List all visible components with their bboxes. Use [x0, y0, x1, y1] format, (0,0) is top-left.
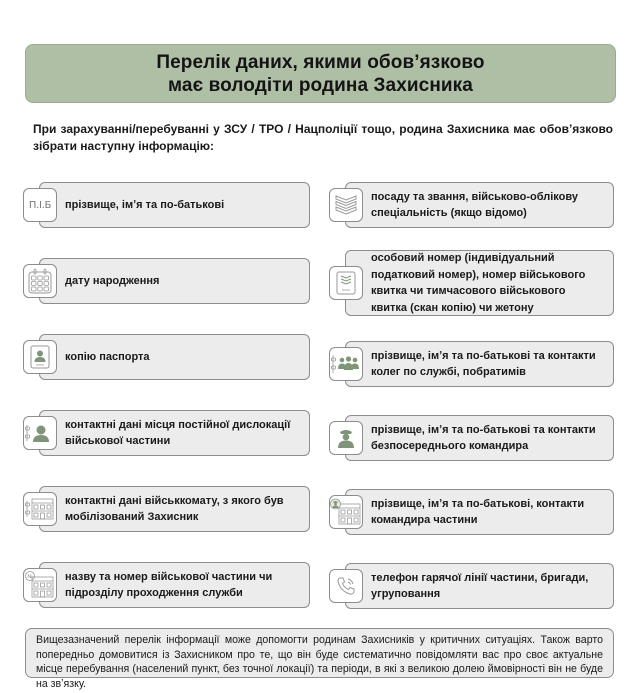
card-text: назву та номер військової частини чи підрозділу проходження служби	[65, 570, 273, 599]
unit-commander-building-icon	[329, 495, 363, 529]
intro-text: При зарахуванні/перебуванні у ЗСУ / ТРО / Нацполіції тощо, родина Захисника має обовʼязково зібрати наступну інформацію:	[33, 122, 613, 153]
card-text: прізвище, імʼя та по-батькові	[65, 198, 225, 211]
card-text: прізвище, імʼя та по-батькові та контакти колег по службі, побратимів	[371, 349, 596, 378]
info-card-unit-location	[23, 410, 310, 456]
card-text: особовий номер (індивідуальний податковий номер), номер військового квитка чи тимчасового військового квитка (скан копію) чи жетону	[371, 252, 586, 314]
info-card-passport	[23, 334, 310, 380]
military-id-icon	[329, 266, 363, 300]
hotline-phone-icon	[329, 569, 363, 603]
number-sign: №	[27, 574, 33, 580]
calendar-icon	[23, 264, 57, 298]
info-card-unit-number	[23, 562, 310, 608]
card-text: контактні дані місця постійної дислокації військової частини	[65, 418, 291, 447]
title-line-1: Перелік даних, якими обовʼязково	[156, 51, 485, 73]
info-card-birthdate	[23, 258, 310, 304]
unit-location-contacts-icon	[23, 416, 57, 450]
footer-note: Вищезазначений перелік інформації може допомогти родинам Захисників у критичних ситуаціях. Також варто попередньо домовитися із Захисником про те, що він буде систематично повідомляти вас про своє актуальне місце перебування (населений пункт, без точної локації) та періоди, в які з великою долею ймовірності він не буде на звʼязку.	[25, 628, 614, 678]
title-banner	[25, 44, 616, 103]
info-card-commander	[329, 415, 614, 461]
enlistment-office-icon	[23, 492, 57, 526]
pib-icon-text: П.І.Б	[28, 199, 52, 211]
pib-icon	[23, 188, 57, 222]
unit-number-icon	[23, 568, 57, 602]
info-card-colleagues	[329, 341, 614, 387]
card-text: прізвище, імʼя та по-батькові та контакти безпосереднього командира	[371, 423, 596, 452]
card-text: контактні дані військкомату, з якого був мобілізований Захисник	[65, 494, 284, 523]
commander-icon	[329, 421, 363, 455]
info-card-hotline	[329, 563, 614, 609]
info-card-position-rank	[329, 182, 614, 228]
passport-icon	[23, 340, 57, 374]
card-text: копію паспорта	[65, 350, 150, 363]
rank-chevrons-icon	[329, 188, 363, 222]
info-card-unit-commander	[329, 489, 614, 535]
title-line-2: має володіти родина Захисника	[168, 74, 473, 96]
colleagues-contacts-icon	[329, 347, 363, 381]
card-text: телефон гарячої лінії частини, бригади, угруповання	[371, 571, 589, 600]
card-text: посаду та звання, військово-облікову спеціальність (якщо відомо)	[371, 190, 578, 219]
info-card-enlistment-office	[23, 486, 310, 532]
info-card-pib	[23, 182, 310, 228]
card-text: прізвище, імʼя та по-батькові, контакти командира частини	[371, 497, 585, 526]
info-card-military-id	[329, 250, 614, 316]
card-text: дату народження	[65, 274, 160, 287]
